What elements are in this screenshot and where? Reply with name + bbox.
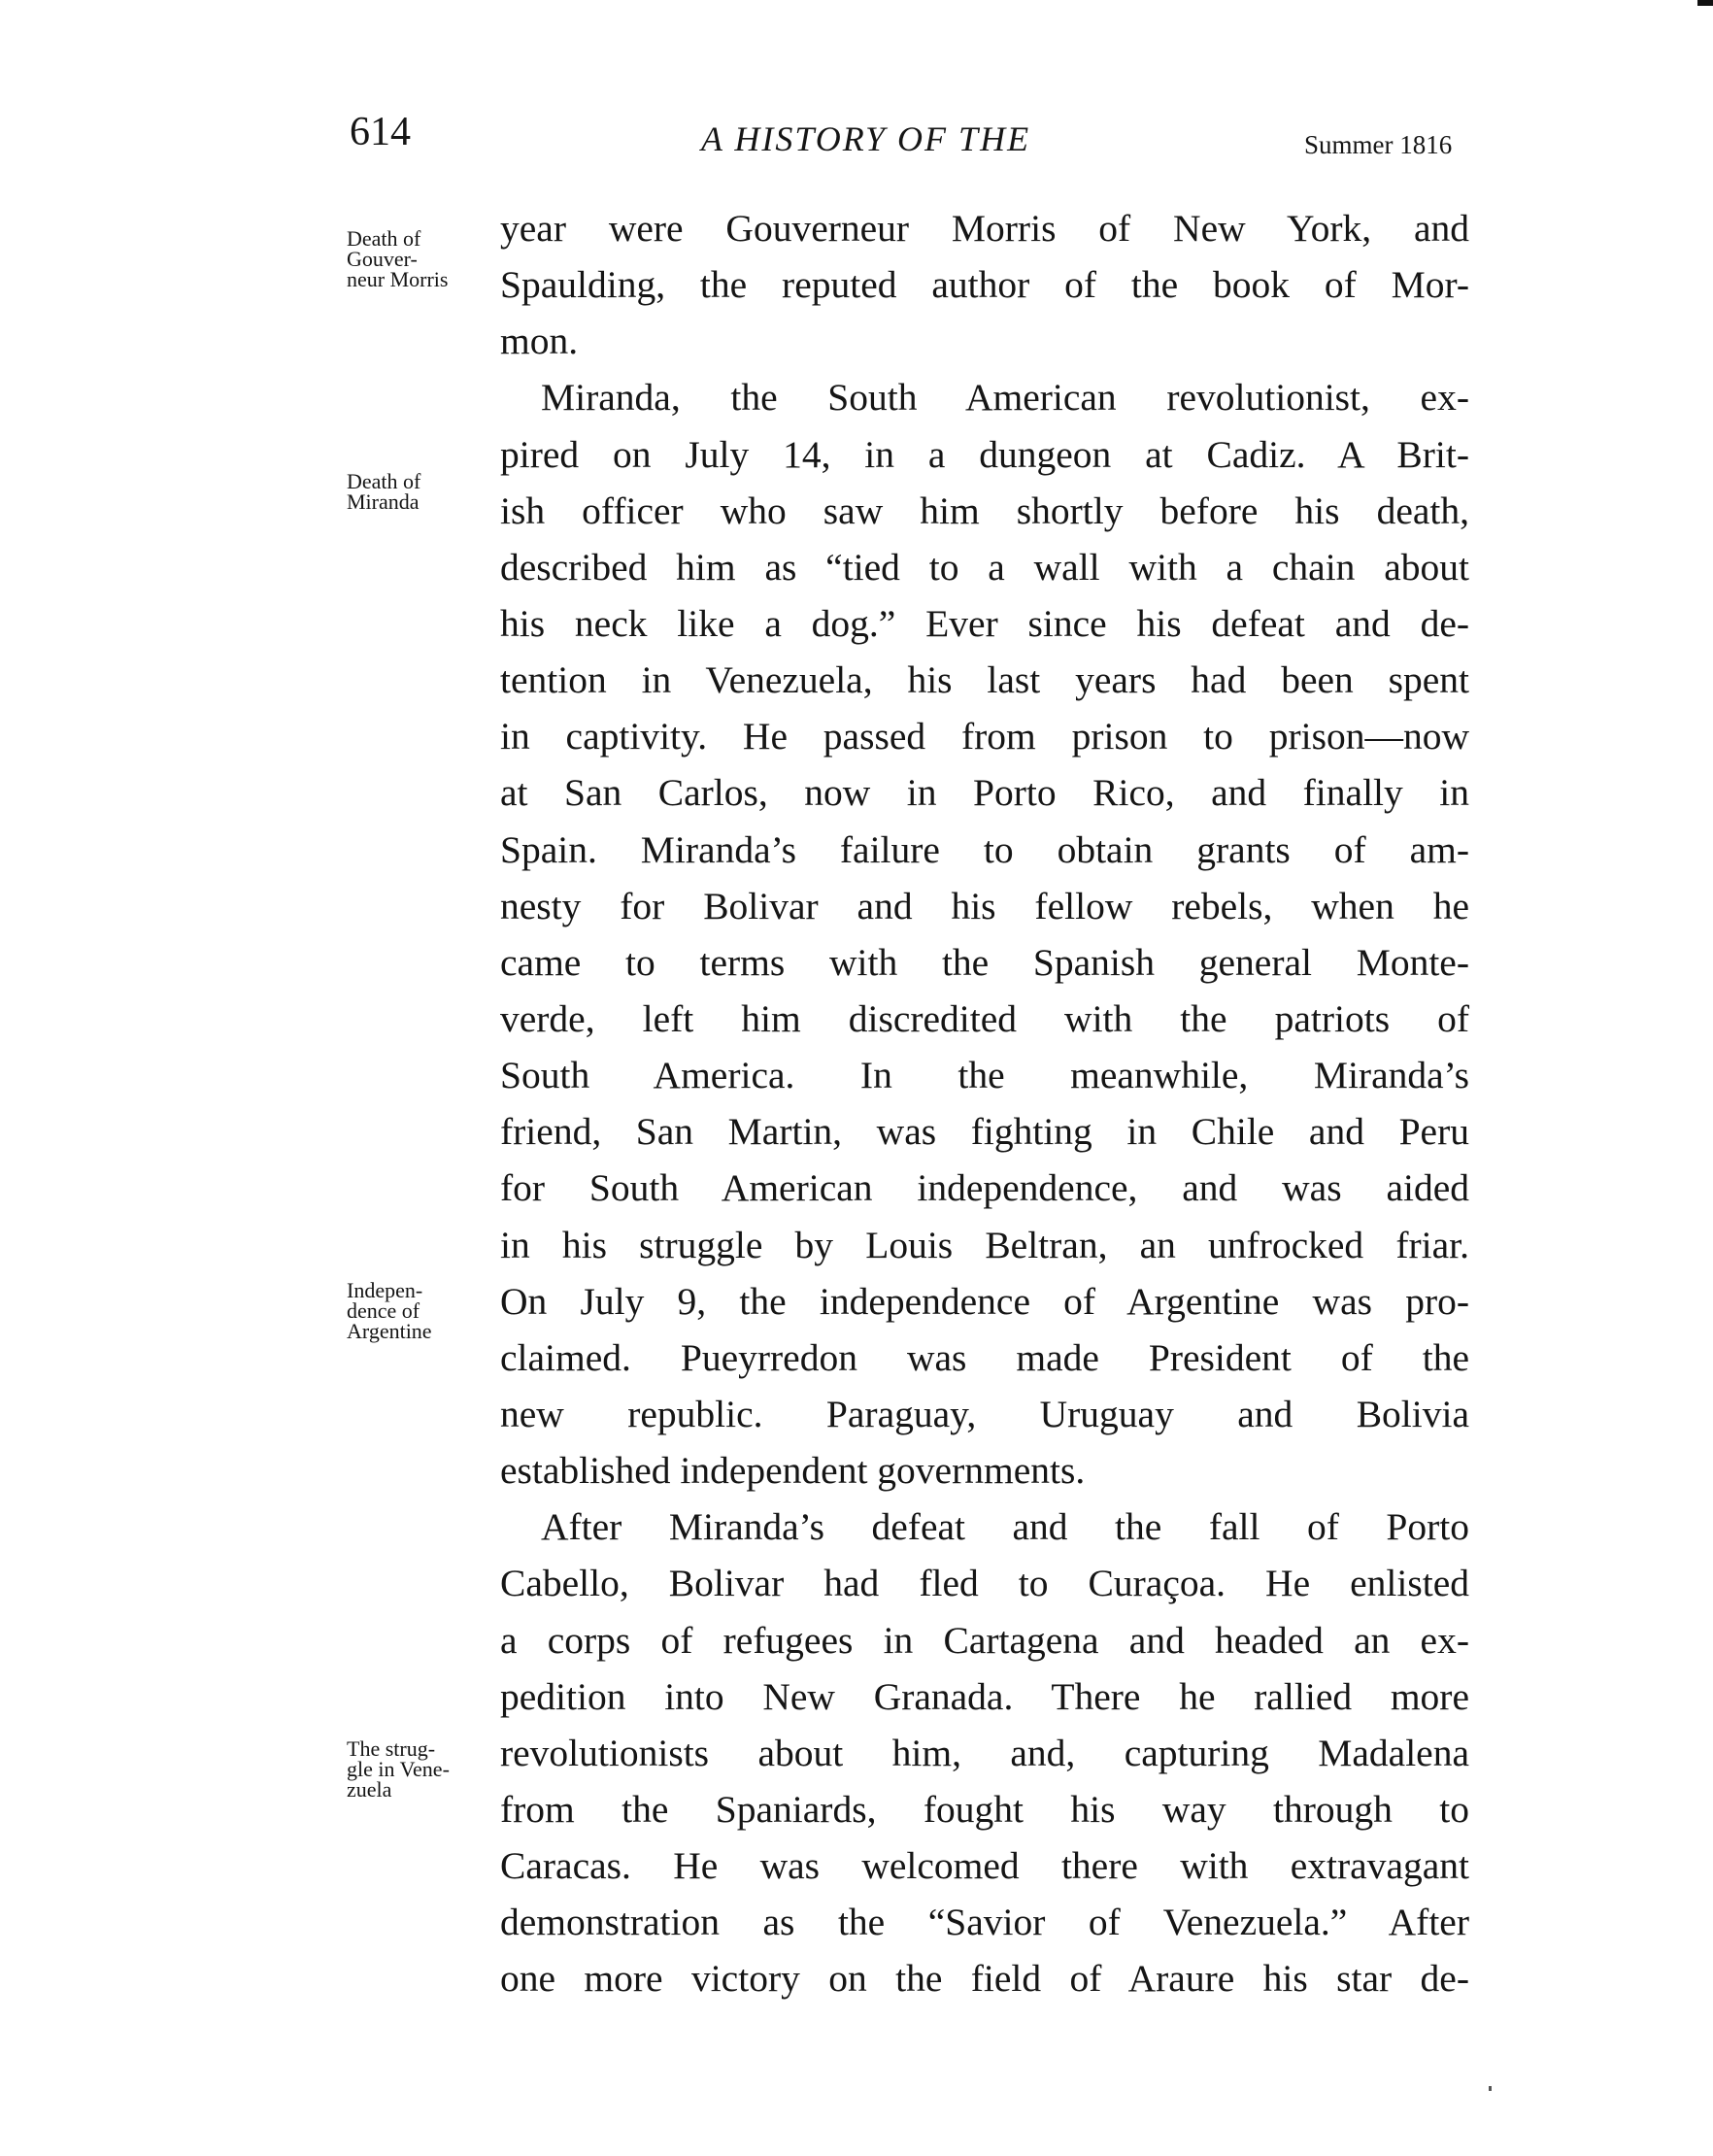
text-line: nesty for Bolivar and his fellow rebels, when he bbox=[500, 884, 1469, 927]
note-line: zuela bbox=[347, 1777, 392, 1802]
note-line: Death of bbox=[347, 226, 421, 251]
page-number: 614 bbox=[350, 110, 411, 154]
note-line: Death of bbox=[347, 469, 421, 493]
text-line: South America. In the meanwhile, Miranda’s bbox=[500, 1054, 1469, 1097]
text-line: in captivity. He passed from prison to prison—now bbox=[500, 715, 1469, 758]
text-line: established independent governments. bbox=[500, 1449, 1086, 1493]
note-line: gle in Vene- bbox=[347, 1757, 450, 1781]
text-line: his neck like a dog.” Ever since his defeat and de- bbox=[500, 601, 1469, 645]
note-line: neur Morris bbox=[347, 267, 449, 291]
text-line: one more victory on the field of Araure his star de- bbox=[500, 1957, 1469, 2001]
text-line: revolutionists about him, and, capturing Madalena bbox=[500, 1731, 1469, 1774]
note-line: The strug- bbox=[347, 1736, 436, 1761]
text-line: Miranda, the South American revolutionist, ex- bbox=[541, 376, 1469, 420]
text-line: mon. bbox=[500, 320, 579, 363]
text-line: year were Gouverneur Morris of New York, and bbox=[500, 207, 1469, 250]
text-line: Spain. Miranda’s failure to obtain grants of am- bbox=[500, 827, 1469, 871]
scan-mark bbox=[1697, 0, 1713, 6]
body-text bbox=[500, 200, 1469, 2007]
text-line: After Miranda’s defeat and the fall of Porto bbox=[541, 1505, 1469, 1549]
scan-speck bbox=[1489, 2086, 1492, 2091]
text-line: demonstration as the “Savior of Venezuela.” After bbox=[500, 1901, 1469, 1944]
text-line: On July 9, the independence of Argentine was pro- bbox=[500, 1279, 1469, 1323]
text-line: pedition into New Granada. There he rallied more bbox=[500, 1674, 1469, 1718]
note-line: Indepen- bbox=[347, 1278, 423, 1302]
text-line: at San Carlos, now in Porto Rico, and finally in bbox=[500, 771, 1469, 815]
note-line: Miranda bbox=[347, 489, 420, 514]
margin-note-independence-argentine bbox=[347, 1280, 432, 1341]
running-title: A HISTORY OF THE bbox=[701, 119, 1031, 158]
text-line: a corps of refugees in Cartagena and headed an ex- bbox=[500, 1618, 1469, 1662]
running-date: Summer 1816 bbox=[1304, 130, 1453, 159]
note-line: dence of bbox=[347, 1298, 420, 1323]
text-line: Spaulding, the reputed author of the book of Mor- bbox=[500, 263, 1469, 307]
text-line: from the Spaniards, fought his way through to bbox=[500, 1787, 1469, 1831]
margin-note-death-of-morris bbox=[347, 228, 448, 289]
note-line: Argentine bbox=[347, 1319, 432, 1343]
text-line: claimed. Pueyrredon was made President of the bbox=[500, 1335, 1469, 1379]
text-line: new republic. Paraguay, Uruguay and Bolivia bbox=[500, 1392, 1469, 1435]
text-line: Cabello, Bolivar had fled to Curaçoa. He enlisted bbox=[500, 1562, 1469, 1605]
text-line: verde, left him discredited with the patriots of bbox=[500, 996, 1469, 1040]
text-line: friend, San Martin, was fighting in Chile and Peru bbox=[500, 1110, 1469, 1154]
margin-note-struggle-venezuela bbox=[347, 1738, 450, 1800]
text-line: pired on July 14, in a dungeon at Cadiz. A Brit- bbox=[500, 432, 1469, 476]
text-line: tention in Venezuela, his last years had been spent bbox=[500, 658, 1469, 702]
text-line: in his struggle by Louis Beltran, an unfrocked friar. bbox=[500, 1223, 1469, 1266]
margin-note-death-of-miranda bbox=[347, 471, 420, 512]
text-line: described him as “tied to a wall with a chain about bbox=[500, 545, 1469, 589]
text-line: came to terms with the Spanish general Monte- bbox=[500, 940, 1469, 984]
text-line: ish officer who saw him shortly before his death, bbox=[500, 488, 1469, 532]
note-line: Gouver- bbox=[347, 247, 418, 271]
text-line: for South American independence, and was aided bbox=[500, 1166, 1469, 1210]
text-line: Caracas. He was welcomed there with extravagant bbox=[500, 1844, 1469, 1888]
